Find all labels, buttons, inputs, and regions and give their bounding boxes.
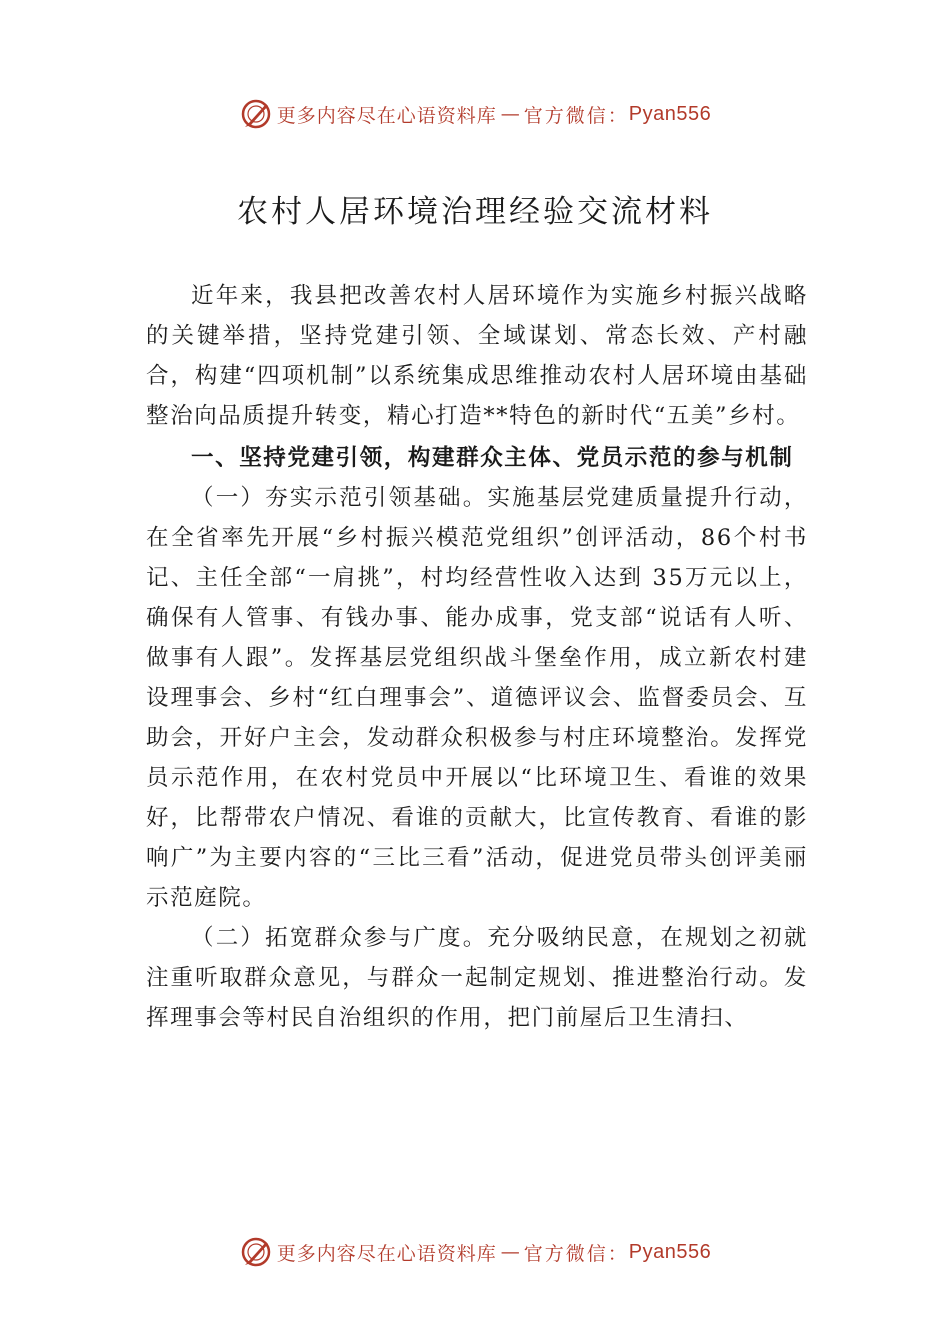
watermark-separator: — (500, 103, 520, 125)
paragraph-subsection-2: （二）拓宽群众参与广度。充分吸纳民意，在规划之初就注重听取群众意见，与群众一起制定规划、推进整治行动。发挥理事会等村民自治组织的作用，把门前屋后卫生清扫、 (146, 925, 808, 1031)
watermark-wechat-id: Pyan556 (628, 1240, 712, 1263)
watermark-text: 更多内容尽在心语资料库 (276, 104, 497, 127)
paragraph-intro: 近年来，我县把改善农村人居环境作为实施乡村振兴战略的关键举措，坚持党建引领、全域谋划、常态长效、产村融合，构建“四项机制”以系统集成思维推动农村人居环境由基础整治向品质提升转变，精心打造**特色的新时代“五美”乡村。 (146, 283, 808, 429)
header-watermark (0, 94, 950, 134)
document-body (146, 276, 808, 1038)
watermark-label: 官方微信： (523, 104, 629, 127)
paragraph-subsection-1: （一）夯实示范引领基础。实施基层党建质量提升行动，在全省率先开展“乡村振兴模范党组织”创评活动，86个村书记、主任全部“一肩挑”，村均经营性收入达到 35万元以上，确保有人管事、有钱办事、能办成事，党支部“说话有人听、做事有人跟”。发挥基层党组织战斗堡垒作用，成立新农村建设理事会、乡村“红白理事会”、道德评议会、监督委员会、互助会，开好户主会，发动群众积极参与村庄环境整治。发挥党员示范作用，在农村党员中开展以“比环境卫生、看谁的效果好，比帮带农户情况、看谁的贡献大，比宣传教育、看谁的影响广”为主要内容的“三比三看”活动，促进党员带头创评美丽示范庭院。 (146, 485, 808, 911)
watermark-label: 官方微信： (523, 1242, 629, 1265)
pen-logo-icon (239, 97, 273, 131)
watermark-separator: — (500, 1241, 520, 1263)
watermark-text: 更多内容尽在心语资料库 (276, 1242, 497, 1265)
document-title: 农村人居环境治理经验交流材料 (237, 194, 713, 230)
watermark-wechat-id: Pyan556 (628, 102, 712, 125)
pen-logo-icon (239, 1235, 273, 1269)
section-heading-1: 一、坚持党建引领，构建群众主体、党员示范的参与机制 (191, 445, 794, 471)
footer-watermark (0, 1232, 950, 1272)
